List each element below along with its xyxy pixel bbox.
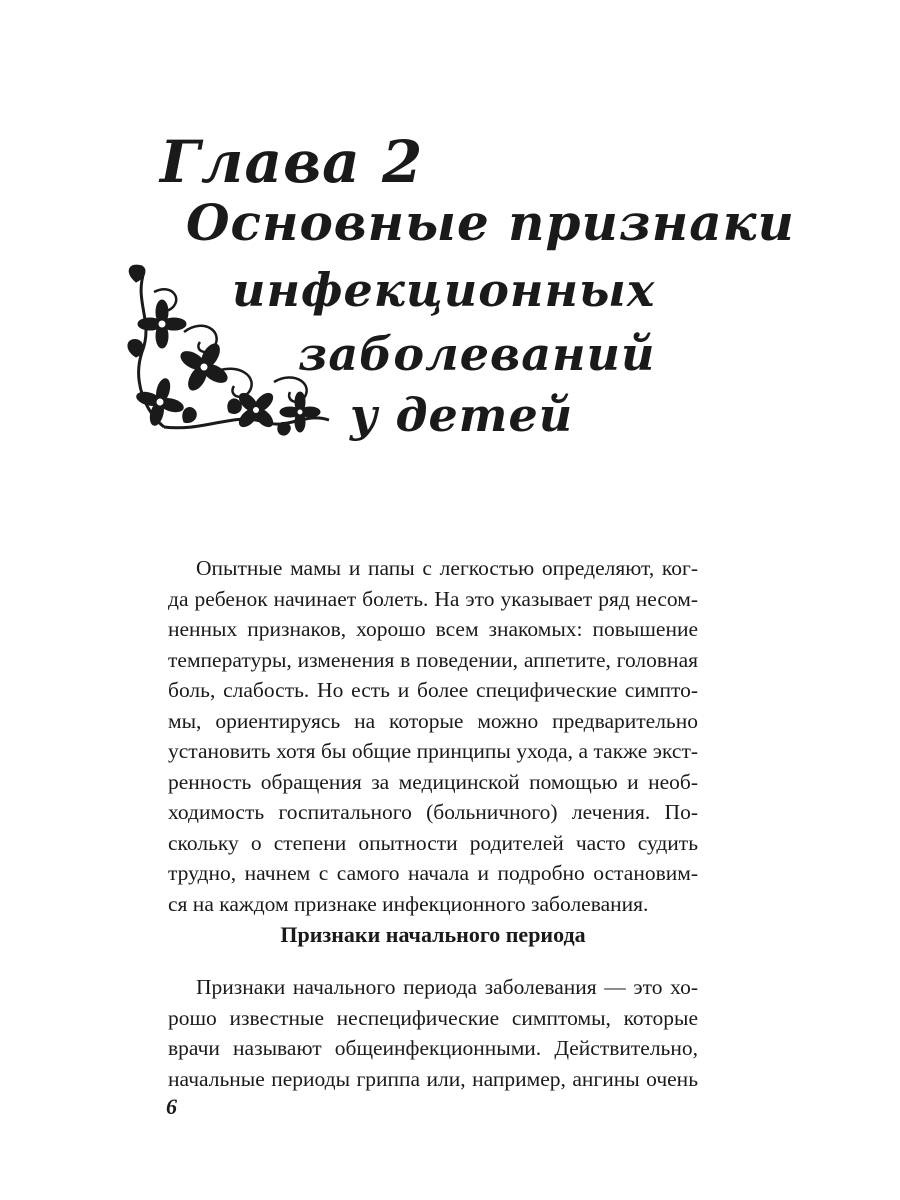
paragraph-line: температуры, изменения в поведении, аппетите, головная (168, 647, 698, 672)
paragraph-line: боль, слабость. Но есть и более специфические симпто- (168, 678, 698, 702)
chapter-title-line-3: заболеваний (298, 327, 656, 381)
section-heading: Признаки начального периода (280, 922, 586, 947)
section-paragraph (168, 972, 698, 1094)
paragraph-line: рошо известные неспецифические симптомы, которые (168, 1005, 698, 1030)
paragraph-line: скольку о степени опытности родителей часто судить (168, 830, 698, 855)
paragraph-line: установить хотя бы общие принципы ухода, а также экст- (168, 739, 698, 763)
paragraph-line: начальные периоды гриппа или, например, ангины очень (168, 1066, 698, 1091)
chapter-title-line-2: инфекционных (232, 263, 656, 317)
paragraph-line: трудно, начнем с самого начала и подробно остановим- (168, 861, 698, 885)
chapter-title-line-1: Основные признаки (186, 193, 795, 252)
page-number: 6 (166, 1094, 177, 1119)
paragraph-line: да ребенок начинает болеть. На это указывает ряд несом- (168, 586, 698, 611)
paragraph-line: врачи называют общеинфекционными. Действительно, (168, 1036, 698, 1060)
intro-paragraph (168, 553, 698, 919)
chapter-title-line-4: у детей (350, 388, 574, 442)
paragraph-line: Признаки начального периода заболевания — это хо- (196, 975, 698, 999)
paragraph-line: мы, ориентируясь на которые можно предварительно (168, 708, 698, 733)
paragraph-line: Опытные мамы и папы с легкостью определяют, ког- (196, 556, 698, 580)
chapter-number: Глава 2 (160, 128, 424, 196)
paragraph-line: ненных признаков, хорошо всем знакомых: повышение (168, 617, 698, 641)
paragraph-line: ренность обращения за медицинской помощью и необ- (168, 769, 698, 794)
paragraph-line: ся на каждом признаке инфекционного заболевания. (168, 891, 649, 916)
paragraph-line: ходимость госпитального (больничного) лечения. По- (168, 800, 698, 824)
